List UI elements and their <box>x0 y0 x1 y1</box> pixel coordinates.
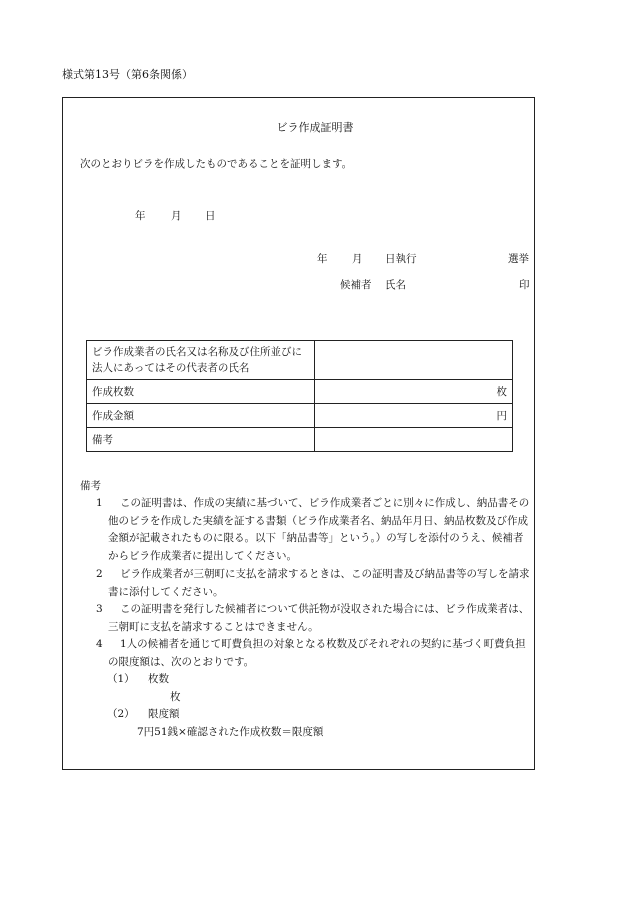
sub-item-value: 枚 <box>170 691 181 703</box>
note-number: 1 <box>96 497 103 509</box>
note-number: 3 <box>96 603 103 615</box>
sub-item-label: 枚数 <box>148 673 169 685</box>
table-cell-value: 円 <box>315 404 513 428</box>
form-number-label: 様式第13号（第6条関係） <box>62 68 193 81</box>
note-number: 4 <box>96 638 103 650</box>
note-item <box>96 601 532 636</box>
note-text: この証明書は、作成の実績に基づいて、ビラ作成業者ごとに別々に作成し、納品書その他のビラを作成した実績を証する書類（ビラ作成業者名、納品年月日、納品枚数及び作成金額が記載されたものに限る。以下「納品書等」という。）の写しを添付のうえ、候補者からビラ作成業者に提出してください。 <box>108 497 530 562</box>
date-month-label: 月 <box>171 210 182 222</box>
exec-day-label: 日執行 <box>385 253 417 265</box>
sub-item-label: 限度額 <box>148 708 180 720</box>
table-row <box>87 380 513 404</box>
note-item <box>96 566 532 601</box>
notes-title: 備考 <box>80 480 101 492</box>
table-cell-label: ビラ作成業者の氏名又は名称及び住所並びに法人にあってはその代表者の氏名 <box>87 341 315 380</box>
table-row <box>87 341 513 380</box>
seal-label: 印 <box>519 279 530 291</box>
note-item <box>96 495 532 565</box>
date-day-label: 日 <box>205 210 216 222</box>
table-cell-value <box>315 341 513 380</box>
table-cell-value: 枚 <box>315 380 513 404</box>
election-label: 選挙 <box>508 253 529 265</box>
sub-item-number: （2） <box>107 708 135 720</box>
table-cell-label: 作成金額 <box>87 404 315 428</box>
note-item <box>96 636 532 671</box>
note-number: 2 <box>96 568 103 580</box>
sub-item-number: （1） <box>107 673 135 685</box>
intro-text: 次のとおりビラを作成したものであることを証明します。 <box>80 158 353 170</box>
sub-item-value: 7円51銭×確認された作成枚数＝限度額 <box>137 726 324 738</box>
table-cell-value <box>315 428 513 452</box>
note-text: 1人の候補者を通じて町費負担の対象となる枚数及びそれぞれの契約に基づく町費負担の限度額は、次のとおりです。 <box>108 638 526 668</box>
note-text: この証明書を発行した候補者について供託物が没収された場合には、ビラ作成業者は、三朝町に支払を請求することはできません。 <box>108 603 530 633</box>
table-row <box>87 404 513 428</box>
date-year-label: 年 <box>135 210 146 222</box>
candidate-name-label: 氏名 <box>385 279 406 291</box>
candidate-label: 候補者 <box>340 279 372 291</box>
exec-year-label: 年 <box>317 253 328 265</box>
table-cell-label: 備考 <box>87 428 315 452</box>
note-text: ビラ作成業者が三朝町に支払を請求するときは、この証明書及び納品書等の写しを請求書に添付してください。 <box>108 568 530 598</box>
exec-month-label: 月 <box>352 253 363 265</box>
table-cell-label: 作成枚数 <box>87 380 315 404</box>
certificate-table <box>86 340 513 452</box>
table-row <box>87 428 513 452</box>
page-title: ビラ作成証明書 <box>276 121 354 134</box>
